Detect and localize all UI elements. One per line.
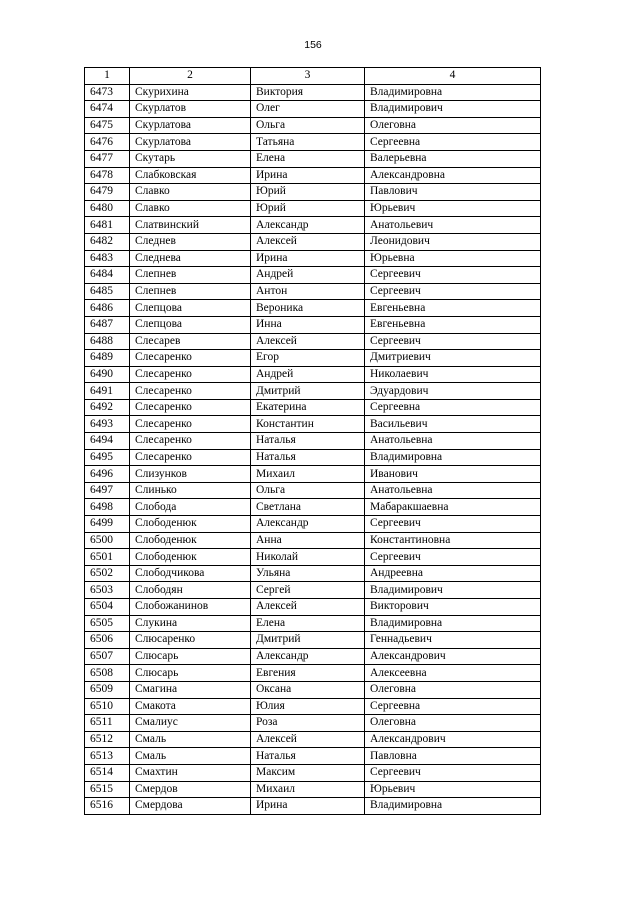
table-row [85,383,541,400]
table-row [85,283,541,300]
table-header [85,68,541,85]
patronymic-cell: Сергеевич [365,267,541,284]
row-number-cell: 6499 [85,516,130,533]
surname-cell: Слепцова [130,316,251,333]
table-row [85,333,541,350]
surname-cell: Слесаренко [130,366,251,383]
row-number-cell: 6492 [85,399,130,416]
first-name-cell: Ирина [251,250,365,267]
patronymic-cell: Александровна [365,167,541,184]
patronymic-cell: Павлович [365,184,541,201]
table-row [85,134,541,151]
table-row [85,101,541,118]
first-name-cell: Дмитрий [251,383,365,400]
surname-cell: Скурлатова [130,117,251,134]
table-row [85,499,541,516]
patronymic-cell: Сергеевна [365,698,541,715]
patronymic-cell: Владимирович [365,101,541,118]
row-number-cell: 6516 [85,798,130,815]
patronymic-cell: Владимирович [365,582,541,599]
patronymic-cell: Олеговна [365,715,541,732]
first-name-cell: Елена [251,615,365,632]
row-number-cell: 6506 [85,632,130,649]
patronymic-cell: Иванович [365,466,541,483]
surname-cell: Смердова [130,798,251,815]
row-number-cell: 6484 [85,267,130,284]
surname-cell: Слобожанинов [130,599,251,616]
table-row [85,399,541,416]
first-name-cell: Наталья [251,433,365,450]
header-row [85,68,541,85]
surname-cell: Скутарь [130,150,251,167]
table-row [85,250,541,267]
first-name-cell: Ульяна [251,565,365,582]
table-row [85,84,541,101]
row-number-cell: 6486 [85,300,130,317]
table-body [85,84,541,814]
first-name-cell: Алексей [251,233,365,250]
row-number-cell: 6502 [85,565,130,582]
row-number-cell: 6473 [85,84,130,101]
row-number-cell: 6503 [85,582,130,599]
surname-cell: Слукина [130,615,251,632]
row-number-cell: 6491 [85,383,130,400]
first-name-cell: Дмитрий [251,632,365,649]
table-row [85,117,541,134]
surname-cell: Скурихина [130,84,251,101]
patronymic-cell: Сергеевич [365,333,541,350]
row-number-cell: 6511 [85,715,130,732]
surname-cell: Следнева [130,250,251,267]
first-name-cell: Сергей [251,582,365,599]
first-name-cell: Ирина [251,798,365,815]
surname-cell: Слободян [130,582,251,599]
table-row [85,532,541,549]
patronymic-cell: Валерьевна [365,150,541,167]
surname-cell: Слабковская [130,167,251,184]
patronymic-cell: Леонидович [365,233,541,250]
table-row [85,217,541,234]
row-number-cell: 6504 [85,599,130,616]
table-row [85,167,541,184]
surname-cell: Смахтин [130,764,251,781]
first-name-cell: Максим [251,764,365,781]
patronymic-cell: Александрович [365,648,541,665]
table-row [85,449,541,466]
first-name-cell: Виктория [251,84,365,101]
table-row [85,466,541,483]
surname-cell: Слепнев [130,283,251,300]
surname-cell: Слепцова [130,300,251,317]
row-number-cell: 6479 [85,184,130,201]
patronymic-cell: Владимировна [365,615,541,632]
row-number-cell: 6514 [85,764,130,781]
row-number-cell: 6476 [85,134,130,151]
table-row [85,698,541,715]
first-name-cell: Анна [251,532,365,549]
surname-cell: Слесарев [130,333,251,350]
surname-cell: Слободенюк [130,549,251,566]
row-number-cell: 6478 [85,167,130,184]
surname-cell: Слепнев [130,267,251,284]
patronymic-cell: Сергеевич [365,516,541,533]
surname-cell: Следнев [130,233,251,250]
patronymic-cell: Сергеевич [365,283,541,300]
patronymic-cell: Владимировна [365,449,541,466]
first-name-cell: Инна [251,316,365,333]
surname-cell: Славко [130,200,251,217]
row-number-cell: 6509 [85,681,130,698]
table-row [85,781,541,798]
table-row [85,482,541,499]
row-number-cell: 6510 [85,698,130,715]
surname-cell: Скурлатова [130,134,251,151]
first-name-cell: Алексей [251,599,365,616]
row-number-cell: 6515 [85,781,130,798]
table-row [85,715,541,732]
header-col-1: 1 [85,68,130,85]
row-number-cell: 6496 [85,466,130,483]
patronymic-cell: Анатольевна [365,433,541,450]
register-table [84,67,541,815]
header-col-3: 3 [251,68,365,85]
first-name-cell: Алексей [251,333,365,350]
row-number-cell: 6477 [85,150,130,167]
table-row [85,748,541,765]
row-number-cell: 6494 [85,433,130,450]
row-number-cell: 6512 [85,731,130,748]
table-row [85,731,541,748]
patronymic-cell: Эдуардович [365,383,541,400]
header-col-2: 2 [130,68,251,85]
first-name-cell: Ирина [251,167,365,184]
patronymic-cell: Васильевич [365,416,541,433]
patronymic-cell: Евгеньевна [365,300,541,317]
surname-cell: Слесаренко [130,399,251,416]
patronymic-cell: Сергеевич [365,549,541,566]
surname-cell: Слободенюк [130,516,251,533]
table-row [85,549,541,566]
surname-cell: Слинько [130,482,251,499]
table-row [85,516,541,533]
table-row [85,267,541,284]
first-name-cell: Николай [251,549,365,566]
row-number-cell: 6505 [85,615,130,632]
surname-cell: Слюсаренко [130,632,251,649]
row-number-cell: 6507 [85,648,130,665]
patronymic-cell: Алексеевна [365,665,541,682]
surname-cell: Смалиус [130,715,251,732]
table-row [85,681,541,698]
row-number-cell: 6501 [85,549,130,566]
surname-cell: Слесаренко [130,433,251,450]
row-number-cell: 6488 [85,333,130,350]
first-name-cell: Оксана [251,681,365,698]
row-number-cell: 6490 [85,366,130,383]
patronymic-cell: Сергеевич [365,764,541,781]
table-row [85,416,541,433]
surname-cell: Смаль [130,748,251,765]
table-row [85,582,541,599]
patronymic-cell: Юрьевич [365,781,541,798]
first-name-cell: Антон [251,283,365,300]
patronymic-cell: Павловна [365,748,541,765]
first-name-cell: Елена [251,150,365,167]
table-row [85,184,541,201]
table-row [85,565,541,582]
row-number-cell: 6474 [85,101,130,118]
row-number-cell: 6508 [85,665,130,682]
patronymic-cell: Владимировна [365,84,541,101]
patronymic-cell: Юрьевна [365,250,541,267]
first-name-cell: Александр [251,516,365,533]
row-number-cell: 6497 [85,482,130,499]
patronymic-cell: Андреевна [365,565,541,582]
surname-cell: Смакота [130,698,251,715]
first-name-cell: Светлана [251,499,365,516]
first-name-cell: Ольга [251,117,365,134]
table-row [85,150,541,167]
page-number: 156 [304,39,322,51]
surname-cell: Слюсарь [130,665,251,682]
surname-cell: Слесаренко [130,350,251,367]
surname-cell: Смаль [130,731,251,748]
patronymic-cell: Олеговна [365,117,541,134]
first-name-cell: Олег [251,101,365,118]
table-row [85,350,541,367]
table-row [85,764,541,781]
first-name-cell: Александр [251,648,365,665]
surname-cell: Слободенюк [130,532,251,549]
patronymic-cell: Сергеевна [365,399,541,416]
table-row [85,433,541,450]
first-name-cell: Михаил [251,781,365,798]
patronymic-cell: Олеговна [365,681,541,698]
surname-cell: Скурлатов [130,101,251,118]
table-row [85,615,541,632]
surname-cell: Слесаренко [130,449,251,466]
first-name-cell: Юлия [251,698,365,715]
patronymic-cell: Дмитриевич [365,350,541,367]
row-number-cell: 6480 [85,200,130,217]
patronymic-cell: Геннадьевич [365,632,541,649]
table-row [85,316,541,333]
patronymic-cell: Владимировна [365,798,541,815]
patronymic-cell: Юрьевич [365,200,541,217]
patronymic-cell: Александрович [365,731,541,748]
first-name-cell: Вероника [251,300,365,317]
first-name-cell: Евгения [251,665,365,682]
first-name-cell: Роза [251,715,365,732]
surname-cell: Слесаренко [130,416,251,433]
patronymic-cell: Николаевич [365,366,541,383]
table-row [85,200,541,217]
first-name-cell: Константин [251,416,365,433]
surname-cell: Славко [130,184,251,201]
table-row [85,632,541,649]
row-number-cell: 6498 [85,499,130,516]
table-row [85,366,541,383]
row-number-cell: 6483 [85,250,130,267]
patronymic-cell: Константиновна [365,532,541,549]
row-number-cell: 6475 [85,117,130,134]
surname-cell: Слободчикова [130,565,251,582]
row-number-cell: 6513 [85,748,130,765]
row-number-cell: 6482 [85,233,130,250]
first-name-cell: Михаил [251,466,365,483]
first-name-cell: Юрий [251,200,365,217]
first-name-cell: Егор [251,350,365,367]
surname-cell: Смердов [130,781,251,798]
surname-cell: Слюсарь [130,648,251,665]
row-number-cell: 6493 [85,416,130,433]
first-name-cell: Юрий [251,184,365,201]
first-name-cell: Екатерина [251,399,365,416]
surname-cell: Слобода [130,499,251,516]
row-number-cell: 6489 [85,350,130,367]
table-row [85,798,541,815]
surname-cell: Слатвинский [130,217,251,234]
row-number-cell: 6500 [85,532,130,549]
first-name-cell: Алексей [251,731,365,748]
surname-cell: Смагина [130,681,251,698]
row-number-cell: 6485 [85,283,130,300]
first-name-cell: Наталья [251,748,365,765]
first-name-cell: Ольга [251,482,365,499]
row-number-cell: 6495 [85,449,130,466]
table-row [85,233,541,250]
surname-cell: Слизунков [130,466,251,483]
patronymic-cell: Мабаракшаевна [365,499,541,516]
patronymic-cell: Анатольевна [365,482,541,499]
first-name-cell: Наталья [251,449,365,466]
patronymic-cell: Сергеевна [365,134,541,151]
first-name-cell: Александр [251,217,365,234]
surname-cell: Слесаренко [130,383,251,400]
first-name-cell: Андрей [251,366,365,383]
table-row [85,300,541,317]
first-name-cell: Татьяна [251,134,365,151]
patronymic-cell: Евгеньевна [365,316,541,333]
header-col-4: 4 [365,68,541,85]
row-number-cell: 6481 [85,217,130,234]
table-row [85,599,541,616]
first-name-cell: Андрей [251,267,365,284]
table-row [85,665,541,682]
patronymic-cell: Викторович [365,599,541,616]
patronymic-cell: Анатольевич [365,217,541,234]
table-row [85,648,541,665]
row-number-cell: 6487 [85,316,130,333]
